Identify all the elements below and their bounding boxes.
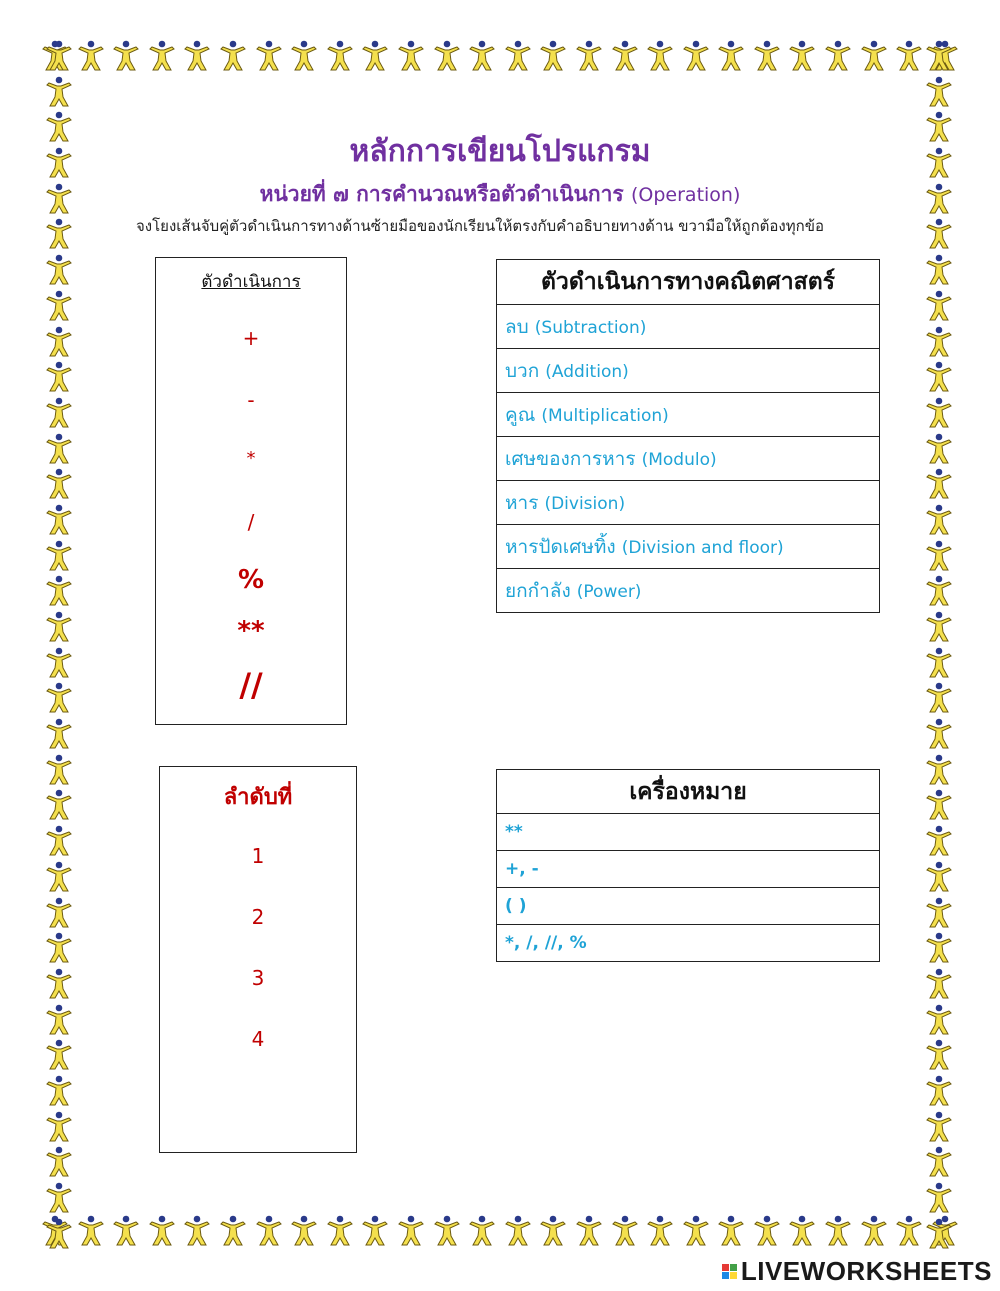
border-figure-icon — [924, 254, 960, 286]
border-figure-icon — [752, 1215, 782, 1251]
operator-power[interactable]: ** — [237, 616, 265, 646]
border-figure-icon — [432, 1215, 462, 1251]
operator-minus[interactable]: - — [247, 388, 255, 412]
border-figure-icon — [76, 1215, 106, 1251]
border-figure-icon — [147, 40, 177, 76]
operators-heading: ตัวดำเนินการ — [201, 272, 301, 292]
border-figure-icon — [44, 40, 80, 72]
order-number-1[interactable]: 1 — [251, 844, 265, 868]
border-figure-icon — [503, 40, 533, 76]
page-subtitle — [0, 178, 1000, 211]
border-figure-icon — [924, 1004, 960, 1036]
border-figure-icon — [924, 968, 960, 1000]
instruction-text: จงโยงเส้นจับคู่ตัวดำเนินการทางด้านซ้ายมือของนักเรียนให้ตรงกับคำอธิบายทางด้าน ขวามือให้ถูกต้องทุกข้อ — [136, 217, 824, 235]
border-figure-icon — [396, 40, 426, 76]
subtitle-unit: หน่วยที่ ๗ การคำนวณหรือตัวดำเนินการ — [259, 182, 624, 206]
border-figure-icon — [44, 1111, 80, 1143]
border-figure-icon — [44, 1039, 80, 1071]
border-figure-icon — [538, 40, 568, 76]
order-box — [159, 766, 357, 1153]
operator-floor-division[interactable]: // — [239, 666, 263, 704]
order-number-4[interactable]: 4 — [251, 1027, 265, 1051]
border-figure-icon — [111, 40, 141, 76]
border-figure-icon — [645, 40, 675, 76]
border-figure-icon — [254, 40, 284, 76]
symbol-row-mul-div[interactable]: *, /, //, % — [497, 925, 880, 962]
border-figure-icon — [924, 504, 960, 536]
border-figure-icon — [924, 1218, 960, 1250]
border-figure-icon — [44, 1004, 80, 1036]
border-figure-icon — [44, 504, 80, 536]
math-row-addition[interactable]: บวก (Addition) — [497, 349, 880, 393]
border-figure-icon — [360, 1215, 390, 1251]
border-figure-icon — [44, 254, 80, 286]
border-figure-icon — [574, 1215, 604, 1251]
border-figure-icon — [44, 932, 80, 964]
math-row-multiplication[interactable]: คูณ (Multiplication) — [497, 393, 880, 437]
operator-divide[interactable]: / — [247, 510, 255, 534]
liveworksheets-logo — [722, 1256, 992, 1286]
border-figure-icon — [325, 1215, 355, 1251]
border-figure-icon — [787, 40, 817, 76]
border-figure-icon — [44, 789, 80, 821]
border-figure-icon — [289, 1215, 319, 1251]
border-figure-icon — [538, 1215, 568, 1251]
border-figure-icon — [44, 361, 80, 393]
order-heading: ลำดับที่ — [223, 785, 293, 810]
border-figure-icon — [44, 1182, 80, 1214]
border-figure-icon — [44, 861, 80, 893]
border-figure-icon — [360, 40, 390, 76]
border-figure-icon — [924, 825, 960, 857]
border-figure-icon — [924, 1075, 960, 1107]
operator-multiply[interactable]: * — [246, 448, 256, 469]
border-figure-icon — [44, 611, 80, 643]
border-figure-icon — [182, 40, 212, 76]
order-number-3[interactable]: 3 — [251, 966, 265, 990]
border-figure-icon — [44, 825, 80, 857]
border-figure-icon — [716, 40, 746, 76]
border-figure-icon — [859, 1215, 889, 1251]
math-row-power[interactable]: ยกกำลัง (Power) — [497, 569, 880, 613]
math-row-modulo[interactable]: เศษของการหาร (Modulo) — [497, 437, 880, 481]
border-figure-icon — [924, 397, 960, 429]
border-figure-icon — [752, 40, 782, 76]
border-figure-icon — [924, 468, 960, 500]
border-figure-icon — [325, 40, 355, 76]
order-number-2[interactable]: 2 — [251, 905, 265, 929]
symbol-row-parentheses[interactable]: ( ) — [497, 888, 880, 925]
border-figure-icon — [76, 40, 106, 76]
border-figure-icon — [716, 1215, 746, 1251]
border-figure-icon — [924, 932, 960, 964]
math-table-header: ตัวดำเนินการทางคณิตศาสตร์ — [497, 260, 880, 305]
border-figure-icon — [924, 611, 960, 643]
border-figure-icon — [111, 1215, 141, 1251]
math-operators-table — [496, 259, 880, 613]
border-figure-icon — [924, 1039, 960, 1071]
border-figure-icon — [924, 540, 960, 572]
border-figure-icon — [44, 968, 80, 1000]
border-figure-icon — [44, 1075, 80, 1107]
border-figure-icon — [44, 575, 80, 607]
border-figure-icon — [924, 290, 960, 322]
border-figure-icon — [924, 789, 960, 821]
border-figure-icon — [924, 326, 960, 358]
border-figure-icon — [44, 1146, 80, 1178]
border-figure-icon — [44, 647, 80, 679]
border-figure-icon — [823, 1215, 853, 1251]
border-figure-icon — [645, 1215, 675, 1251]
border-figure-icon — [681, 40, 711, 76]
bottom-border — [40, 1215, 960, 1251]
border-figure-icon — [44, 76, 80, 108]
symbol-row-add-sub[interactable]: +, - — [497, 851, 880, 888]
border-figure-icon — [787, 1215, 817, 1251]
border-figure-icon — [44, 754, 80, 786]
border-figure-icon — [574, 40, 604, 76]
border-figure-icon — [924, 575, 960, 607]
border-figure-icon — [610, 1215, 640, 1251]
border-figure-icon — [924, 897, 960, 929]
page-title: หลักการเขียนโปรแกรม — [349, 134, 651, 169]
border-figure-icon — [467, 40, 497, 76]
border-figure-icon — [924, 76, 960, 108]
border-figure-icon — [894, 40, 924, 76]
border-figure-icon — [924, 861, 960, 893]
symbol-row-power[interactable]: ** — [497, 814, 880, 851]
logo-icon — [722, 1263, 738, 1279]
logo-text: LIVEWORKSHEETS — [740, 1255, 992, 1286]
symbols-table-header: เครื่องหมาย — [497, 770, 880, 814]
border-figure-icon — [681, 1215, 711, 1251]
border-figure-icon — [924, 1111, 960, 1143]
operator-modulo[interactable]: % — [237, 565, 265, 595]
border-figure-icon — [289, 40, 319, 76]
border-figure-icon — [218, 40, 248, 76]
math-row-subtraction[interactable]: ลบ (Subtraction) — [497, 305, 880, 349]
border-figure-icon — [44, 1218, 80, 1250]
math-row-division[interactable]: หาร (Division) — [497, 481, 880, 525]
border-figure-icon — [823, 40, 853, 76]
border-figure-icon — [147, 1215, 177, 1251]
border-figure-icon — [44, 397, 80, 429]
math-row-floor-division[interactable]: หารปัดเศษทิ้ง (Division and floor) — [497, 525, 880, 569]
border-figure-icon — [182, 1215, 212, 1251]
border-figure-icon — [924, 361, 960, 393]
border-figure-icon — [924, 1146, 960, 1178]
border-figure-icon — [924, 718, 960, 750]
border-figure-icon — [44, 468, 80, 500]
border-figure-icon — [503, 1215, 533, 1251]
border-figure-icon — [610, 40, 640, 76]
border-figure-icon — [924, 1182, 960, 1214]
border-figure-icon — [924, 40, 960, 72]
border-figure-icon — [44, 718, 80, 750]
top-border — [40, 40, 960, 76]
border-figure-icon — [254, 1215, 284, 1251]
border-figure-icon — [924, 682, 960, 714]
border-figure-icon — [44, 540, 80, 572]
operators-box — [155, 257, 347, 725]
border-figure-icon — [44, 326, 80, 358]
subtitle-english: (Operation) — [631, 184, 741, 206]
border-figure-icon — [894, 1215, 924, 1251]
border-figure-icon — [218, 1215, 248, 1251]
border-figure-icon — [924, 754, 960, 786]
border-figure-icon — [396, 1215, 426, 1251]
border-figure-icon — [44, 433, 80, 465]
border-figure-icon — [924, 433, 960, 465]
border-figure-icon — [432, 40, 462, 76]
symbols-table — [496, 769, 880, 962]
operator-plus[interactable]: + — [242, 326, 260, 350]
border-figure-icon — [44, 897, 80, 929]
border-figure-icon — [467, 1215, 497, 1251]
border-figure-icon — [924, 647, 960, 679]
border-figure-icon — [859, 40, 889, 76]
border-figure-icon — [44, 290, 80, 322]
border-figure-icon — [44, 682, 80, 714]
